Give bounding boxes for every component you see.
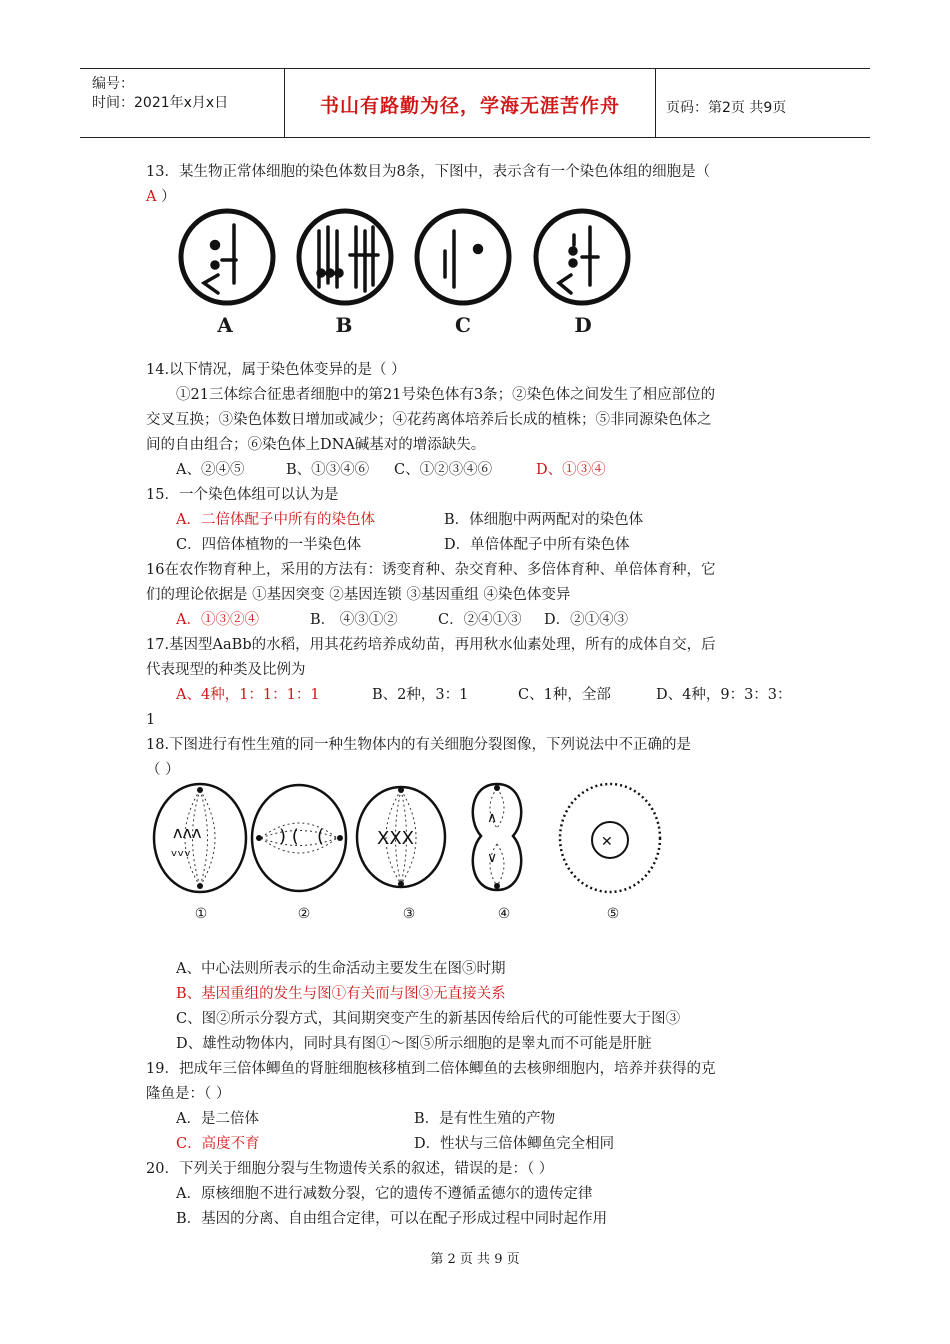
number-label: 编号： (92, 76, 134, 92)
motto: 书山有路勤为径，学海无涯苦作舟 (319, 95, 620, 117)
q14-option-c: C、①②③④⑥ (394, 462, 493, 478)
q16-line2: 们的理论依据是 ①基因突变 ②基因连锁 ③基因重组 ④染色体变异 (146, 587, 571, 603)
q18-option-a: A、中心法则所表示的生命活动主要发生在图⑤时期 (176, 961, 506, 977)
svg-text:∧: ∧ (487, 810, 498, 826)
q20-option-b: B．基因的分离、自由组合定律，可以在配子形成过程中同时起作用 (176, 1211, 608, 1227)
svg-text:ᴧᴧᴧ: ᴧᴧᴧ (173, 823, 202, 842)
svg-text:(: ( (317, 826, 325, 847)
q16-option-b: B． ④③①② (310, 612, 398, 628)
q19-line1: 19．把成年三倍体鲫鱼的肾脏细胞核移植到二倍体鲫鱼的去核卵细胞内，培养并获得的克 (146, 1061, 716, 1077)
q19-option-c: C．高度不育 (176, 1136, 260, 1152)
q17-option-d-cont: 1 (146, 712, 156, 728)
q13-close: ） (161, 189, 176, 205)
svg-text:XXX: XXX (377, 828, 414, 849)
svg-text:✕: ✕ (601, 834, 613, 850)
q14-option-b: B、①③④⑥ (286, 462, 370, 478)
q19-option-a: A．是二倍体 (176, 1111, 259, 1127)
q17-option-d: D、4种，9：3：3： (656, 687, 792, 703)
q18-label-3: ③ (402, 906, 416, 922)
header-page-cell (656, 69, 870, 137)
time-label: 时间：2021年x月x日 (92, 95, 229, 111)
q13-answer-line (146, 187, 176, 207)
cell-a (181, 211, 273, 303)
q13-label-a: A (217, 313, 233, 337)
q17-option-c: C、1种，全部 (518, 687, 611, 703)
q18-paren: （ ） (146, 762, 180, 778)
q16-option-d: D．②①④③ (544, 612, 629, 628)
q14-option-a: A、②④⑤ (176, 462, 245, 478)
header-motto-cell (285, 69, 656, 137)
q15-option-c: C．四倍体植物的一半染色体 (176, 537, 362, 553)
q16-line1: 16在农作物育种上，采用的方法有：诱变育种、杂交育种、多倍体育种、单倍体育种，它 (146, 562, 716, 578)
q19-option-b: B．是有性生殖的产物 (414, 1111, 556, 1127)
cell-c (417, 211, 509, 303)
q20-option-a: A．原核细胞不进行减数分裂，它的遗传不遵循孟德尔的遗传定律 (176, 1186, 593, 1202)
q19-line2: 隆鱼是：（ ） (146, 1086, 231, 1102)
q13-stem-text: 13．某生物正常体细胞的染色体数目为8条，下图中，表示含有一个染色体组的细胞是（ (146, 164, 711, 180)
q13-label-d: D (574, 313, 592, 337)
cell-b (299, 211, 391, 303)
q18-label-4: ④ (497, 906, 511, 922)
q16-option-a: A．①③②④ (176, 612, 259, 628)
q17-option-a: A、4种，1：1：1：1 (176, 687, 320, 703)
q18-option-c: C、图②所示分裂方式，其间期突变产生的新基因传给后代的可能性要大于图③ (176, 1011, 681, 1027)
q15-option-a: A．二倍体配子中所有的染色体 (176, 512, 375, 528)
q13-stem (146, 162, 710, 182)
q14-line2: 交叉互换；③染色体数日增加或减少；④花药离体培养后长成的植株；⑤非同源染色体之 (146, 412, 712, 428)
q18-option-b: B、基因重组的发生与图①有关而与图③无直接关系 (176, 986, 506, 1002)
svg-text:∨: ∨ (487, 850, 498, 866)
q20-stem: 20．下列关于细胞分裂与生物遗传关系的叙述，错误的是：（ ） (146, 1161, 554, 1177)
q17-option-b: B、2种，3：1 (372, 687, 469, 703)
q18-option-d: D、雄性动物体内，同时具有图①～图⑤所示细胞的是睾丸而不可能是肝脏 (176, 1036, 652, 1052)
q18-label-1: ① (194, 906, 208, 922)
q19-option-d: D．性状与三倍体鲫鱼完全相同 (414, 1136, 615, 1152)
q17-line2: 代表现型的种类及比例为 (146, 662, 306, 678)
cell-2 (252, 785, 346, 891)
q15-option-d: D．单倍体配子中所有染色体 (444, 537, 630, 553)
q17-line1: 17.基因型AaBb的水稻，用其花药培养成幼苗，再用秋水仙素处理，所有的成体自交，后 (146, 637, 716, 653)
q13-cell-diagrams (170, 205, 650, 315)
q13-label-b: B (335, 313, 353, 337)
svg-text:) (: ) ( (279, 826, 299, 847)
q18-label-2: ② (297, 906, 311, 922)
q16-option-c: C．②④①③ (438, 612, 522, 628)
header-meta-cell (80, 69, 285, 137)
svg-text:ᵥᵥᵥ: ᵥᵥᵥ (171, 841, 192, 860)
q15-option-b: B．体细胞中两两配对的染色体 (444, 512, 644, 528)
cell-4 (473, 784, 521, 890)
q18-cell-division-diagrams (145, 778, 675, 898)
page-footer: 第 2 页 共 9 页 (430, 1252, 520, 1267)
page-info: 页码：第2页 共9页 (666, 100, 787, 116)
q13-answer: A (146, 189, 157, 205)
q13-label-c: C (455, 313, 471, 337)
page-header (80, 68, 870, 138)
q18-stem: 18.下图进行有性生殖的同一种生物体内的有关细胞分裂图像，下列说法中不正确的是 (146, 737, 692, 753)
q15-stem: 15．一个染色体组可以认为是 (146, 487, 339, 503)
q14-stem: 14.以下情况，属于染色体变异的是（ ） (146, 362, 406, 378)
q14-line3: 间的自由组合；⑥染色体上DNA碱基对的增添缺失。 (146, 437, 486, 453)
q14-line1: ①21三体综合征患者细胞中的第21号染色体有3条；②染色体之间发生了相应部位的 (176, 387, 716, 403)
q18-label-5: ⑤ (606, 906, 620, 922)
q14-option-d: D、①③④ (536, 462, 606, 478)
